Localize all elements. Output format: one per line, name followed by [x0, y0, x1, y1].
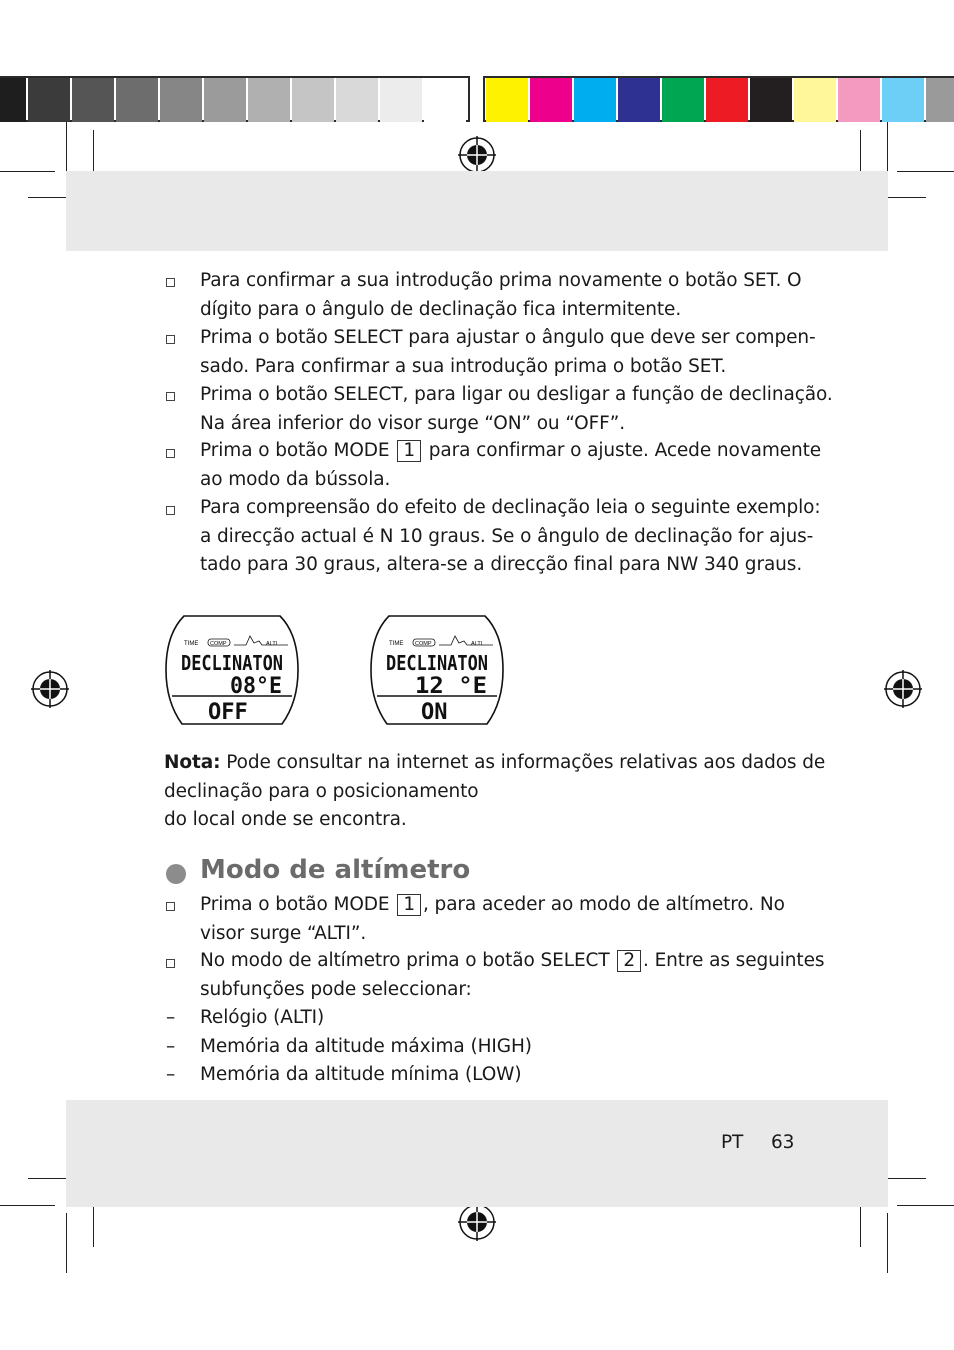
list-item: Para compreensão do efeito de declinação leia o seguinte exemplo: a direcção actual é N 10 graus. Se o ângulo de declinação for ajus- tado para 30 graus, altera-se a direcção final para NW 340 graus.: [200, 497, 821, 575]
color-swatch: [794, 78, 836, 122]
gray-swatch: [204, 78, 246, 122]
registration-mark-icon: [31, 670, 69, 708]
dash-marker: –: [166, 1064, 176, 1085]
lcd-line-1: DECLINATON: [181, 651, 283, 675]
gray-swatch: [28, 78, 70, 122]
registration-mark-icon: [458, 1203, 496, 1241]
alti-graph-icon: [234, 636, 288, 645]
gray-swatch: [248, 78, 290, 122]
dash-item: Memória da altitude máxima (HIGH): [200, 1036, 532, 1057]
gray-swatch: [336, 78, 378, 122]
color-swatch: [706, 78, 748, 122]
note-paragraph: Nota: Pode consultar na internet as informações relativas aos dados de declinação para o posicionamento do local onde se encontra.: [164, 752, 826, 830]
list-item: Prima o botão MODE 1 , para aceder ao modo de altímetro. No visor surge “ALTI”.: [200, 894, 785, 944]
alti-graph-icon: [439, 636, 493, 645]
tab-time: TIME: [389, 641, 404, 647]
color-swatch: [926, 78, 954, 122]
lcd-line-3: OFF: [208, 700, 248, 725]
dash-marker: –: [166, 1007, 176, 1028]
lcd-line-2: 12 °E: [415, 674, 487, 699]
lcd-line-3: ON: [421, 700, 448, 725]
list-item: Para confirmar a sua introdução prima novamente o botão SET. O dígito para o ângulo de declinação fica intermitente.: [200, 270, 802, 320]
watch-display-on: [369, 614, 505, 726]
lcd-line-1: DECLINATON: [386, 651, 488, 675]
footer-band: [66, 1100, 888, 1207]
tab-alti: ALTI: [471, 641, 483, 647]
color-swatch: [750, 78, 792, 122]
page-number: 63: [771, 1132, 795, 1153]
dash-marker: –: [166, 1036, 176, 1057]
color-swatch: [838, 78, 880, 122]
footer-language: PT: [721, 1132, 744, 1153]
bullet-square-icon: [166, 392, 175, 401]
gray-swatch: [380, 78, 422, 122]
color-swatch: [882, 78, 924, 122]
lcd-line-2: 08°E: [230, 674, 282, 699]
bullet-square-icon: [166, 506, 175, 515]
note-label: Nota:: [164, 752, 221, 773]
gray-swatch: [116, 78, 158, 122]
tab-time: TIME: [184, 641, 199, 647]
bullet-square-icon: [166, 335, 175, 344]
tab-alti: ALTI: [266, 641, 278, 647]
color-swatch: [574, 78, 616, 122]
color-swatch: [530, 78, 572, 122]
tab-comp: COMP: [210, 641, 227, 647]
registration-mark-icon: [458, 136, 496, 174]
registration-mark-icon: [884, 670, 922, 708]
section-bullet-icon: [166, 864, 186, 884]
mode-key-label: 1: [397, 440, 421, 462]
gray-swatch: [424, 78, 466, 122]
header-band: [66, 171, 888, 251]
gray-swatch: [0, 78, 26, 122]
color-swatch: [662, 78, 704, 122]
bullet-square-icon: [166, 959, 175, 968]
list-item: Prima o botão SELECT, para ligar ou desligar a função de declinação. Na área inferior do visor surge “ON” ou “OFF”.: [200, 384, 833, 434]
list-item: Prima o botão SELECT para ajustar o ângulo que deve ser compen- sado. Para confirmar a sua introdução prima o botão SET.: [200, 327, 816, 377]
bullet-square-icon: [166, 902, 175, 911]
watch-display-off: [164, 614, 300, 726]
gray-swatch: [160, 78, 202, 122]
dash-item: Memória da altitude mínima (LOW): [200, 1064, 522, 1085]
bullet-square-icon: [166, 278, 175, 287]
select-key-label: 2: [617, 950, 641, 972]
color-swatch: [486, 78, 528, 122]
list-item: No modo de altímetro prima o botão SELECT 2 . Entre as seguintes subfunções pode seleccionar:: [200, 950, 825, 1000]
gray-swatch: [292, 78, 334, 122]
tab-comp: COMP: [415, 641, 432, 647]
dash-item: Relógio (ALTI): [200, 1007, 325, 1028]
section-title: Modo de altímetro: [200, 855, 471, 885]
bullet-square-icon: [166, 449, 175, 458]
list-item: Prima o botão MODE 1 para confirmar o ajuste. Acede novamente ao modo da bússola.: [200, 440, 822, 490]
color-swatch: [618, 78, 660, 122]
gray-swatch: [72, 78, 114, 122]
mode-key-label: 1: [397, 894, 421, 916]
